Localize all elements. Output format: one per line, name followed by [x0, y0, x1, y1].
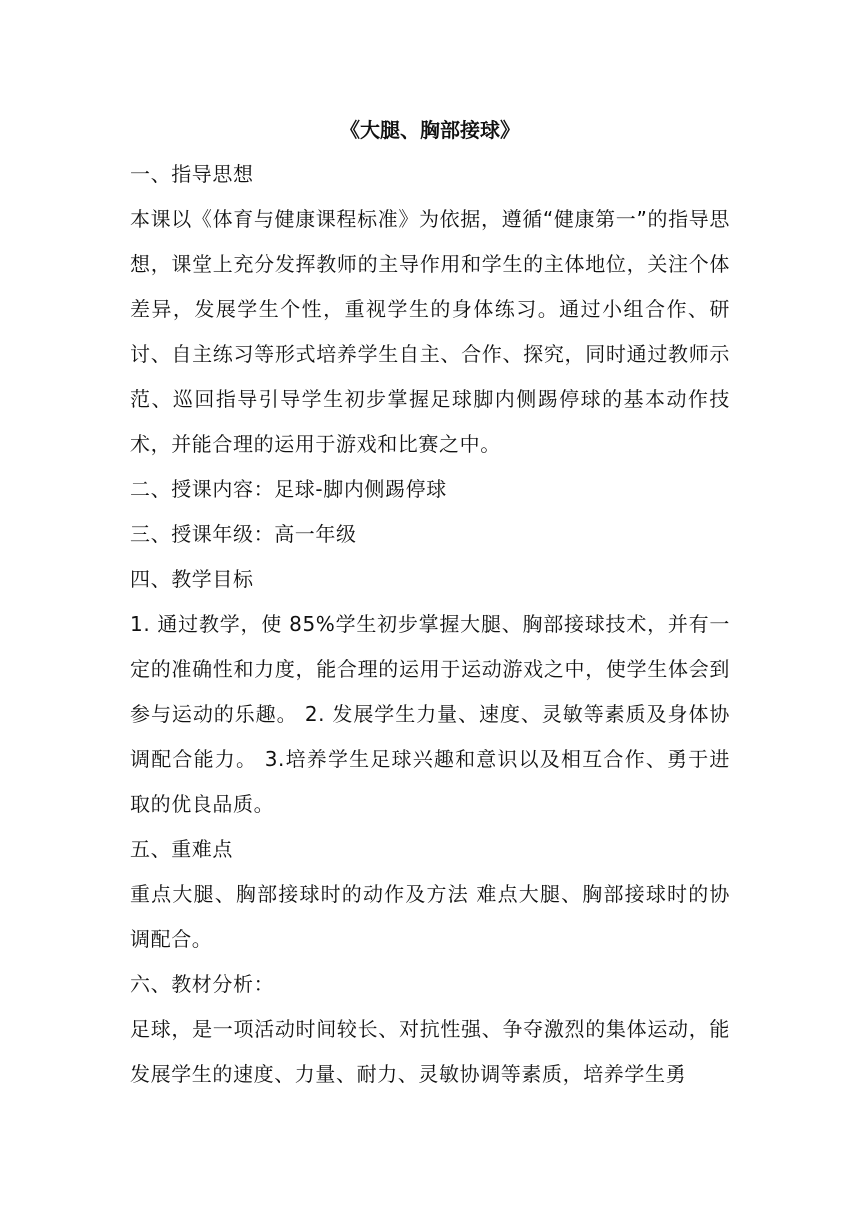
- section-heading-grade: 三、授课年级：高一年级: [130, 522, 357, 546]
- document-page: [130, 108, 730, 1097]
- section-text-difficulty: 重点大腿、胸部接球时的动作及方法 难点大腿、胸部接球时的协调配合。: [130, 882, 730, 951]
- section-heading-difficulty: 五、重难点: [130, 837, 233, 861]
- document-title: 《大腿、胸部接球》: [340, 118, 520, 142]
- section-heading-content: 二、授课内容：足球-脚内侧踢停球: [130, 477, 447, 501]
- section-text-analysis: 足球，是一项活动时间较长、对抗性强、争夺激烈的集体运动，能发展学生的速度、力量、耐力、灵敏协调等素质，培养学生勇: [130, 1017, 730, 1086]
- section-heading-goals: 四、教学目标: [130, 567, 254, 591]
- section-text-guiding: 本课以《体育与健康课程标准》为依据，遵循“健康第一”的指导思想，课堂上充分发挥教师的主导作用和学生的主体地位，关注个体差异，发展学生个性，重视学生的身体练习。通过小组合作、研讨、自主练习等形式培养学生自主、合作、探究，同时通过教师示范、巡回指导引导学生初步掌握足球脚内侧踢停球的基本动作技术，并能合理的运用于游戏和比赛之中。: [130, 207, 730, 456]
- section-heading-analysis: 六、教材分析：: [130, 972, 275, 996]
- section-heading-guiding: 一、指导思想: [130, 162, 254, 186]
- section-text-goals: 1. 通过教学，使 85%学生初步掌握大腿、胸部接球技术，并有一定的准确性和力度，能合理的运用于运动游戏之中，使学生体会到参与运动的乐趣。 2. 发展学生力量、速度、灵敏等素质及身体协调配合能力。 3.培养学生足球兴趣和意识以及相互合作、勇于进取的优良品质。: [130, 612, 730, 816]
